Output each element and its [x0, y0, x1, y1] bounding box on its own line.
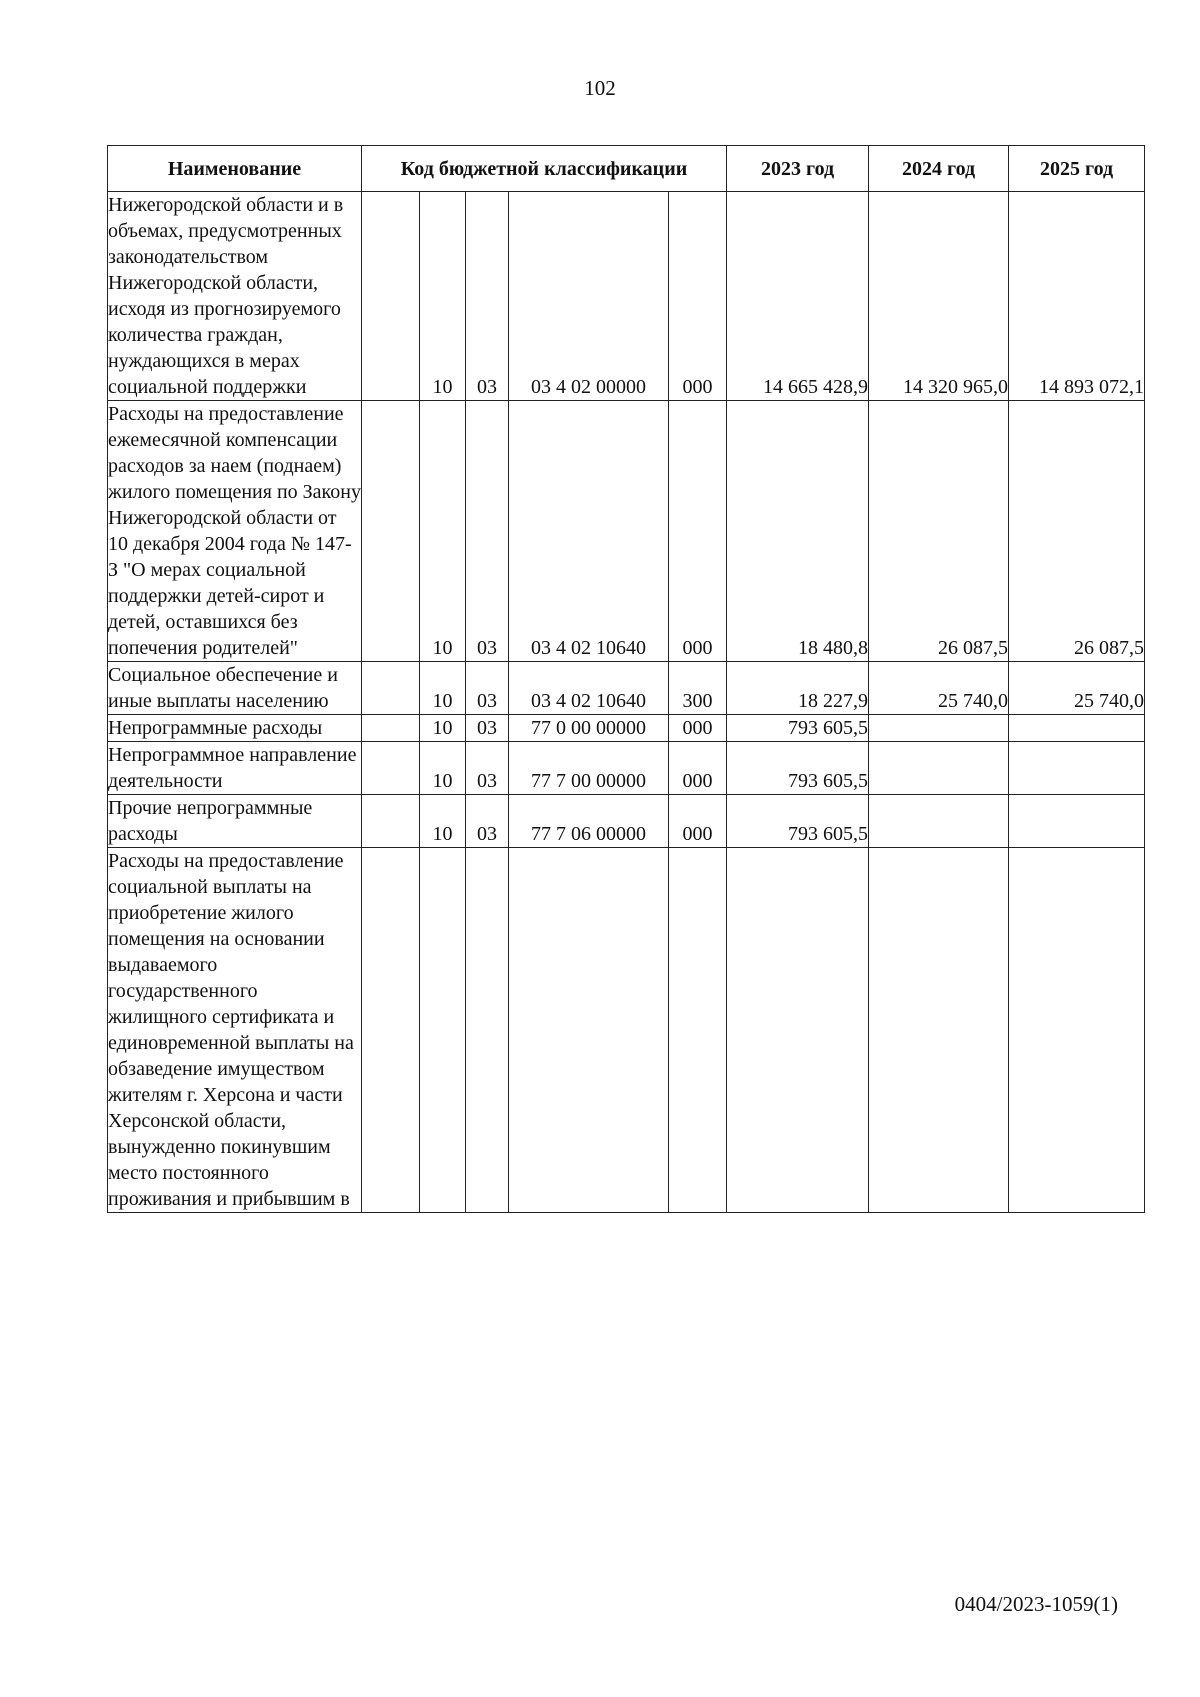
value-2025 — [1009, 795, 1145, 848]
code-target — [509, 848, 669, 1213]
table-row — [108, 795, 1145, 848]
document-code-footer: 0404/2023-1059(1) — [954, 1592, 1118, 1616]
value-2025 — [1009, 715, 1145, 742]
value-2023: 793 605,5 — [727, 795, 869, 848]
code-expense-type: 000 — [669, 742, 727, 795]
code-section: 10 — [420, 401, 466, 662]
code-expense-type — [669, 848, 727, 1213]
value-2023: 14 665 428,9 — [727, 192, 869, 401]
code-section: 10 — [420, 662, 466, 715]
code-section: 10 — [420, 715, 466, 742]
code-section: 10 — [420, 192, 466, 401]
table-row — [108, 662, 1145, 715]
header-2025: 2025 год — [1009, 146, 1145, 192]
code-target: 03 4 02 00000 — [509, 192, 669, 401]
row-name: Непрограммное направление деятельности — [108, 742, 362, 795]
value-2025 — [1009, 742, 1145, 795]
code-target: 77 0 00 00000 — [509, 715, 669, 742]
row-name: Расходы на предоставление социальной выплаты на приобретение жилого помещения на основании выдаваемого государственного жилищного сертификата и единовременной выплаты на обзаведение имуществом жителям г. Херсона и части Херсонской области, вынужденно покинувшим место постоянного проживания и прибывшим в — [108, 848, 362, 1213]
code-part-1 — [362, 715, 420, 742]
code-target: 77 7 06 00000 — [509, 795, 669, 848]
code-expense-type: 300 — [669, 662, 727, 715]
code-expense-type: 000 — [669, 401, 727, 662]
value-2025: 25 740,0 — [1009, 662, 1145, 715]
code-part-1 — [362, 192, 420, 401]
value-2024 — [869, 848, 1009, 1213]
row-name: Расходы на предоставление ежемесячной компенсации расходов за наем (поднаем) жилого помещения по Закону Нижегородской области от 10 декабря 2004 года № 147-З "О мерах социальной поддержки детей-сирот и детей, оставшихся без попечения родителей" — [108, 401, 362, 662]
code-part-1 — [362, 848, 420, 1213]
table-header-row — [108, 146, 1145, 192]
code-subsection: 03 — [466, 795, 509, 848]
value-2023 — [727, 848, 869, 1213]
code-section: 10 — [420, 795, 466, 848]
code-expense-type: 000 — [669, 795, 727, 848]
code-expense-type: 000 — [669, 192, 727, 401]
row-name: Социальное обеспечение и иные выплаты населению — [108, 662, 362, 715]
page-number: 102 — [584, 76, 616, 100]
row-name: Прочие непрограммные расходы — [108, 795, 362, 848]
budget-table — [107, 145, 1145, 1213]
value-2025: 26 087,5 — [1009, 401, 1145, 662]
code-expense-type: 000 — [669, 715, 727, 742]
code-target: 03 4 02 10640 — [509, 401, 669, 662]
code-subsection — [466, 848, 509, 1213]
code-part-1 — [362, 795, 420, 848]
code-subsection: 03 — [466, 715, 509, 742]
code-section: 10 — [420, 742, 466, 795]
header-code: Код бюджетной классификации — [362, 146, 727, 192]
code-part-1 — [362, 662, 420, 715]
table-row — [108, 848, 1145, 1213]
code-target: 77 7 00 00000 — [509, 742, 669, 795]
code-subsection: 03 — [466, 662, 509, 715]
code-subsection: 03 — [466, 401, 509, 662]
table-row — [108, 715, 1145, 742]
row-name: Нижегородской области и в объемах, предусмотренных законодательством Нижегородской области, исходя из прогнозируемого количества граждан, нуждающихся в мерах социальной поддержки — [108, 192, 362, 401]
header-2023: 2023 год — [727, 146, 869, 192]
value-2024 — [869, 742, 1009, 795]
code-part-1 — [362, 742, 420, 795]
code-section — [420, 848, 466, 1213]
header-name: Наименование — [108, 146, 362, 192]
code-subsection: 03 — [466, 742, 509, 795]
table-row — [108, 192, 1145, 401]
value-2023: 18 480,8 — [727, 401, 869, 662]
table-row — [108, 742, 1145, 795]
code-part-1 — [362, 401, 420, 662]
header-2024: 2024 год — [869, 146, 1009, 192]
code-target: 03 4 02 10640 — [509, 662, 669, 715]
value-2025 — [1009, 848, 1145, 1213]
value-2024: 14 320 965,0 — [869, 192, 1009, 401]
value-2023: 793 605,5 — [727, 715, 869, 742]
value-2023: 793 605,5 — [727, 742, 869, 795]
table-row — [108, 401, 1145, 662]
value-2024 — [869, 795, 1009, 848]
row-name: Непрограммные расходы — [108, 715, 362, 742]
value-2024: 25 740,0 — [869, 662, 1009, 715]
code-subsection: 03 — [466, 192, 509, 401]
value-2023: 18 227,9 — [727, 662, 869, 715]
value-2025: 14 893 072,1 — [1009, 192, 1145, 401]
value-2024: 26 087,5 — [869, 401, 1009, 662]
value-2024 — [869, 715, 1009, 742]
